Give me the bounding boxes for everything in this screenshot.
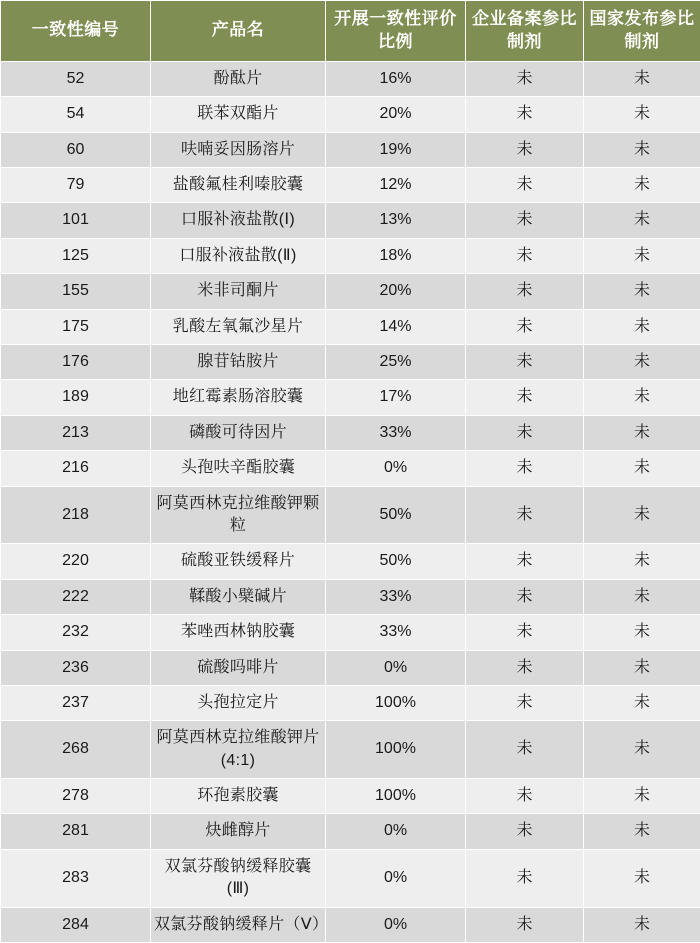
table-row	[1, 380, 700, 415]
header-national-reference: 国家发布参比制剂	[584, 1, 700, 62]
cell-evaluation-ratio: 0%	[326, 814, 466, 849]
cell-consistency-id: 60	[1, 132, 151, 167]
table-row	[1, 451, 700, 486]
cell-national-reference: 未	[584, 486, 700, 544]
cell-national-reference: 未	[584, 238, 700, 273]
header-row	[1, 1, 700, 62]
table-row	[1, 907, 700, 942]
cell-evaluation-ratio: 0%	[326, 451, 466, 486]
cell-consistency-id: 216	[1, 451, 151, 486]
cell-national-reference: 未	[584, 579, 700, 614]
cell-evaluation-ratio: 25%	[326, 345, 466, 380]
table-header	[1, 1, 700, 62]
cell-product-name: 米非司酮片	[151, 274, 326, 309]
table-row	[1, 97, 700, 132]
cell-consistency-id: 220	[1, 544, 151, 579]
table-row	[1, 415, 700, 450]
cell-product-name: 炔雌醇片	[151, 814, 326, 849]
cell-national-reference: 未	[584, 97, 700, 132]
cell-enterprise-reference: 未	[466, 274, 584, 309]
cell-national-reference: 未	[584, 544, 700, 579]
cell-consistency-id: 222	[1, 579, 151, 614]
cell-consistency-id: 232	[1, 615, 151, 650]
cell-enterprise-reference: 未	[466, 309, 584, 344]
cell-consistency-id: 189	[1, 380, 151, 415]
cell-evaluation-ratio: 33%	[326, 579, 466, 614]
header-product-name: 产品名	[151, 1, 326, 62]
header-consistency-id: 一致性编号	[1, 1, 151, 62]
cell-product-name: 阿莫西林克拉维酸钾颗粒	[151, 486, 326, 544]
cell-evaluation-ratio: 100%	[326, 779, 466, 814]
cell-product-name: 头孢呋辛酯胶囊	[151, 451, 326, 486]
table-row	[1, 779, 700, 814]
cell-evaluation-ratio: 12%	[326, 168, 466, 203]
cell-evaluation-ratio: 17%	[326, 380, 466, 415]
cell-product-name: 呋喃妥因肠溶片	[151, 132, 326, 167]
cell-consistency-id: 281	[1, 814, 151, 849]
cell-national-reference: 未	[584, 309, 700, 344]
cell-national-reference: 未	[584, 650, 700, 685]
cell-consistency-id: 237	[1, 685, 151, 720]
cell-product-name: 磷酸可待因片	[151, 415, 326, 450]
cell-product-name: 鞣酸小檗碱片	[151, 579, 326, 614]
cell-product-name: 硫酸亚铁缓释片	[151, 544, 326, 579]
table-row	[1, 544, 700, 579]
table-row	[1, 486, 700, 544]
cell-enterprise-reference: 未	[466, 544, 584, 579]
table-row	[1, 345, 700, 380]
cell-consistency-id: 79	[1, 168, 151, 203]
cell-enterprise-reference: 未	[466, 721, 584, 779]
table-row	[1, 650, 700, 685]
cell-enterprise-reference: 未	[466, 97, 584, 132]
cell-consistency-id: 101	[1, 203, 151, 238]
cell-consistency-id: 278	[1, 779, 151, 814]
cell-national-reference: 未	[584, 415, 700, 450]
cell-evaluation-ratio: 0%	[326, 907, 466, 942]
cell-enterprise-reference: 未	[466, 685, 584, 720]
table-row	[1, 685, 700, 720]
cell-enterprise-reference: 未	[466, 579, 584, 614]
cell-product-name: 口服补液盐散(Ⅱ)	[151, 238, 326, 273]
cell-enterprise-reference: 未	[466, 238, 584, 273]
cell-product-name: 酚酞片	[151, 61, 326, 96]
cell-consistency-id: 236	[1, 650, 151, 685]
table-row	[1, 849, 700, 907]
table-row	[1, 274, 700, 309]
cell-evaluation-ratio: 0%	[326, 849, 466, 907]
table-row	[1, 615, 700, 650]
cell-consistency-id: 213	[1, 415, 151, 450]
cell-national-reference: 未	[584, 615, 700, 650]
cell-enterprise-reference: 未	[466, 615, 584, 650]
cell-enterprise-reference: 未	[466, 779, 584, 814]
cell-enterprise-reference: 未	[466, 61, 584, 96]
cell-product-name: 苯唑西林钠胶囊	[151, 615, 326, 650]
cell-national-reference: 未	[584, 721, 700, 779]
cell-evaluation-ratio: 100%	[326, 721, 466, 779]
cell-product-name: 乳酸左氧氟沙星片	[151, 309, 326, 344]
table-body	[1, 61, 700, 942]
cell-enterprise-reference: 未	[466, 486, 584, 544]
table-row	[1, 579, 700, 614]
cell-national-reference: 未	[584, 849, 700, 907]
cell-evaluation-ratio: 50%	[326, 486, 466, 544]
cell-consistency-id: 155	[1, 274, 151, 309]
table-row	[1, 814, 700, 849]
cell-national-reference: 未	[584, 61, 700, 96]
cell-evaluation-ratio: 33%	[326, 615, 466, 650]
cell-evaluation-ratio: 20%	[326, 274, 466, 309]
cell-consistency-id: 54	[1, 97, 151, 132]
cell-enterprise-reference: 未	[466, 849, 584, 907]
cell-enterprise-reference: 未	[466, 345, 584, 380]
cell-enterprise-reference: 未	[466, 907, 584, 942]
cell-product-name: 联苯双酯片	[151, 97, 326, 132]
cell-product-name: 腺苷钴胺片	[151, 345, 326, 380]
header-enterprise-reference: 企业备案参比制剂	[466, 1, 584, 62]
header-evaluation-ratio: 开展一致性评价比例	[326, 1, 466, 62]
cell-enterprise-reference: 未	[466, 168, 584, 203]
cell-national-reference: 未	[584, 345, 700, 380]
table-row	[1, 309, 700, 344]
table-row	[1, 203, 700, 238]
cell-national-reference: 未	[584, 779, 700, 814]
cell-consistency-id: 175	[1, 309, 151, 344]
table-row	[1, 132, 700, 167]
cell-evaluation-ratio: 13%	[326, 203, 466, 238]
cell-evaluation-ratio: 20%	[326, 97, 466, 132]
cell-enterprise-reference: 未	[466, 203, 584, 238]
table-row	[1, 238, 700, 273]
cell-national-reference: 未	[584, 132, 700, 167]
cell-national-reference: 未	[584, 685, 700, 720]
cell-product-name: 口服补液盐散(Ⅰ)	[151, 203, 326, 238]
cell-product-name: 硫酸吗啡片	[151, 650, 326, 685]
cell-national-reference: 未	[584, 814, 700, 849]
cell-evaluation-ratio: 100%	[326, 685, 466, 720]
cell-evaluation-ratio: 14%	[326, 309, 466, 344]
table-row	[1, 168, 700, 203]
cell-consistency-id: 52	[1, 61, 151, 96]
cell-national-reference: 未	[584, 907, 700, 942]
cell-enterprise-reference: 未	[466, 451, 584, 486]
cell-consistency-id: 268	[1, 721, 151, 779]
cell-product-name: 盐酸氟桂利嗪胶囊	[151, 168, 326, 203]
cell-evaluation-ratio: 0%	[326, 650, 466, 685]
cell-product-name: 双氯芬酸钠缓释片（Ⅴ）	[151, 907, 326, 942]
cell-evaluation-ratio: 50%	[326, 544, 466, 579]
cell-product-name: 双氯芬酸钠缓释胶囊(Ⅲ)	[151, 849, 326, 907]
cell-national-reference: 未	[584, 451, 700, 486]
cell-enterprise-reference: 未	[466, 132, 584, 167]
cell-product-name: 阿莫西林克拉维酸钾片(4:1)	[151, 721, 326, 779]
cell-enterprise-reference: 未	[466, 814, 584, 849]
cell-consistency-id: 218	[1, 486, 151, 544]
cell-evaluation-ratio: 16%	[326, 61, 466, 96]
table-row	[1, 721, 700, 779]
cell-evaluation-ratio: 19%	[326, 132, 466, 167]
cell-consistency-id: 283	[1, 849, 151, 907]
cell-consistency-id: 284	[1, 907, 151, 942]
table-row	[1, 61, 700, 96]
cell-product-name: 头孢拉定片	[151, 685, 326, 720]
cell-product-name: 环孢素胶囊	[151, 779, 326, 814]
cell-national-reference: 未	[584, 168, 700, 203]
cell-enterprise-reference: 未	[466, 380, 584, 415]
cell-evaluation-ratio: 33%	[326, 415, 466, 450]
cell-national-reference: 未	[584, 203, 700, 238]
cell-national-reference: 未	[584, 380, 700, 415]
cell-consistency-id: 176	[1, 345, 151, 380]
cell-evaluation-ratio: 18%	[326, 238, 466, 273]
cell-enterprise-reference: 未	[466, 650, 584, 685]
cell-national-reference: 未	[584, 274, 700, 309]
cell-consistency-id: 125	[1, 238, 151, 273]
cell-product-name: 地红霉素肠溶胶囊	[151, 380, 326, 415]
cell-enterprise-reference: 未	[466, 415, 584, 450]
